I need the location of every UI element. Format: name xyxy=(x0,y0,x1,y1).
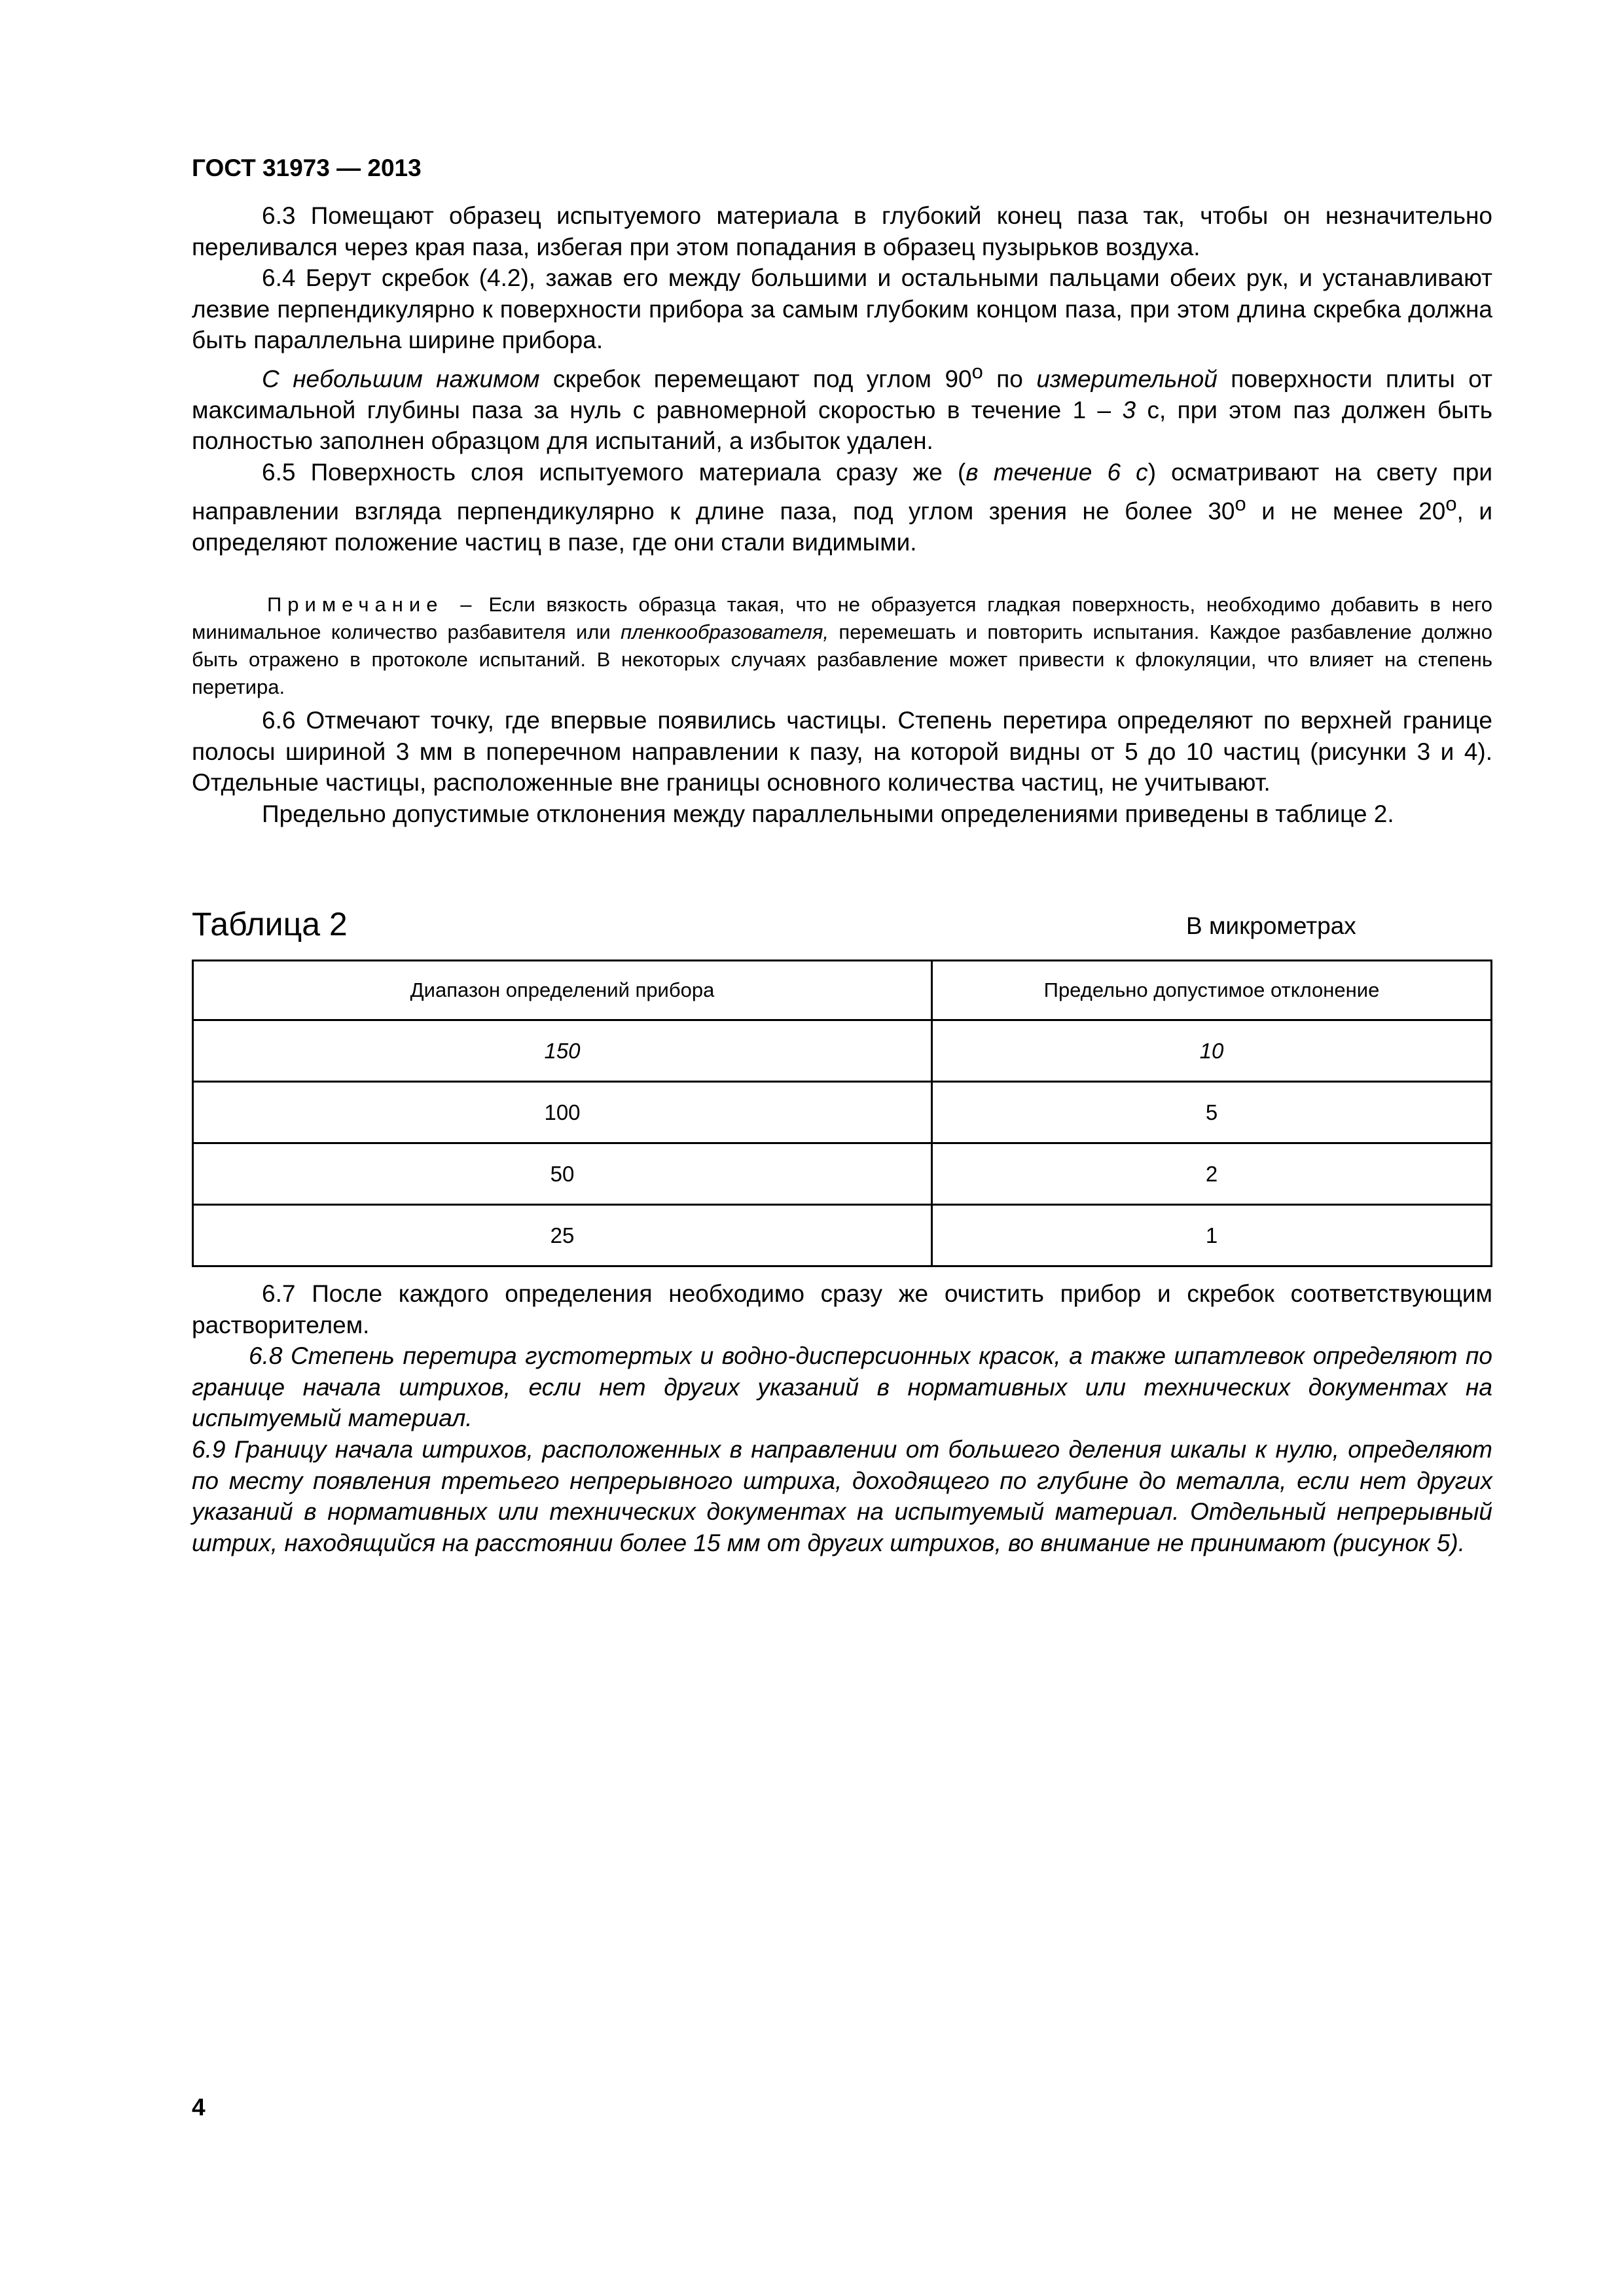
table-header-row xyxy=(193,961,1492,1020)
note-label: Примечание – xyxy=(267,593,478,616)
section-6-7-to-6-9 xyxy=(192,1278,1492,1558)
paragraph-6-6: 6.6 Отмечают точку, где впервые появились частицы. Степень перетира определяют по верхней границе полосы шириной 3 мм в поперечном направлении к пазу, на которой видны от 5 до 10 частиц (рисунки 3 и 4). Отдельные частицы, расположенные вне границы основного количества частиц, не учитывают. xyxy=(192,707,1492,797)
text-run: по xyxy=(983,365,1037,393)
table-row xyxy=(193,1143,1492,1205)
table-cell: 5 xyxy=(932,1082,1492,1143)
paragraph-6-8: 6.8 Степень перетира густотертых и водно-дисперсионных красок, а также шпатлевок определяют по границе начала штрихов, если нет других указаний в нормативных или технических документах на испытуемый материал. xyxy=(192,1342,1492,1432)
section-6-6 xyxy=(192,705,1492,829)
italic-text: измерительной xyxy=(1036,365,1218,393)
italic-text: в течение 6 с xyxy=(965,459,1148,486)
paragraph-6-6-continued: Предельно допустимые отклонения между параллельными определениями приведены в таблице 2. xyxy=(262,800,1394,827)
table-row xyxy=(193,1205,1492,1266)
text-run: 6.5 Поверхность слоя испытуемого материала сразу же ( xyxy=(262,459,966,486)
paragraph-6-4: 6.4 Берут скребок (4.2), зажав его между большими и остальными пальцами обеих рук, и устанавливают лезвие перпендикулярно к поверхности прибора за самым глубоким концом паза, при этом длина скребка должна быть параллельна ширине прибора. xyxy=(192,264,1492,354)
table-cell: 25 xyxy=(193,1205,932,1266)
degree-superscript: о xyxy=(971,359,983,383)
degree-superscript: о xyxy=(1445,492,1457,515)
text-run: поверхности плиты от максимальной глубины паза за нуль с равномерной скоростью в течение 1 – xyxy=(192,365,1492,423)
table-cell: 1 xyxy=(932,1205,1492,1266)
document-header: ГОСТ 31973 — 2013 xyxy=(192,154,422,181)
text-run: перемешать и повторить испытания. Каждое разбавление должно быть отражено в протоколе испытаний. В некоторых случаях разбавление может привести к флокуляции, что влияет на степень перетира. xyxy=(192,620,1492,698)
text-run: Если вязкость образца такая, что не образуется гладкая поверхность, необходимо добавить в него минимальное количество разбавителя или xyxy=(192,593,1492,643)
text-run: скребок перемещают под углом 90 xyxy=(539,365,972,393)
table-cell: 50 xyxy=(193,1143,932,1205)
table-cell: 100 xyxy=(193,1082,932,1143)
text-run: , и определяют положение частиц в пазе, где они стали видимыми. xyxy=(192,497,1493,556)
table-cell: 10 xyxy=(932,1020,1492,1082)
degree-superscript: о xyxy=(1235,492,1246,515)
note-block xyxy=(192,591,1492,701)
paragraph-6-7: 6.7 После каждого определения необходимо сразу же очистить прибор и скребок соответствующим растворителем. xyxy=(192,1280,1492,1338)
table-row xyxy=(193,1082,1492,1143)
note-paragraph xyxy=(192,591,1492,701)
table-caption: Таблица 2 xyxy=(192,906,348,942)
text-run: с, при этом паз должен быть полностью заполнен образцом для испытаний, а избыток удален. xyxy=(192,396,1492,455)
text-run: ) осматривают на свету при направлении взгляда перпендикулярно к длине паза, под углом зрения не более 30 xyxy=(192,459,1493,524)
deviation-table xyxy=(192,960,1492,1267)
table-cell: 2 xyxy=(932,1143,1492,1205)
paragraph-6-9: 6.9 Границу начала штрихов, расположенных в направлении от большего деления шкалы к нулю, определяют по месту появления третьего непрерывного штриха, доходящего по глубине до металла, если нет других указаний в нормативных или технических документах на испытуемый материал. Отдельный непрерывный штрих, находящийся на расстоянии более 15 мм от других штрихов, во внимание не принимают (рисунок 5). xyxy=(192,1435,1492,1556)
text-run: и не менее 20 xyxy=(1246,497,1446,524)
page-number: 4 xyxy=(192,2094,206,2121)
paragraph-6-5 xyxy=(192,457,1492,558)
table-header-cell: Предельно допустимое отклонение xyxy=(932,961,1492,1020)
paragraph-6-4-continued xyxy=(192,356,1492,457)
section-6-3-to-6-5 xyxy=(192,200,1492,558)
italic-text: С небольшим нажимом xyxy=(262,365,540,393)
table-unit: В микрометрах xyxy=(1186,912,1356,939)
italic-text: 3 xyxy=(1122,396,1136,423)
table-cell: 150 xyxy=(193,1020,932,1082)
paragraph-6-3: 6.3 Помещают образец испытуемого материала в глубокий конец паза так, чтобы он незначительно переливался через края паза, избегая при этом попадания в образец пузырьков воздуха. xyxy=(192,202,1492,260)
table-header-cell: Диапазон определений прибора xyxy=(193,961,932,1020)
italic-text: пленкообразователя, xyxy=(621,620,829,643)
table-row xyxy=(193,1020,1492,1082)
